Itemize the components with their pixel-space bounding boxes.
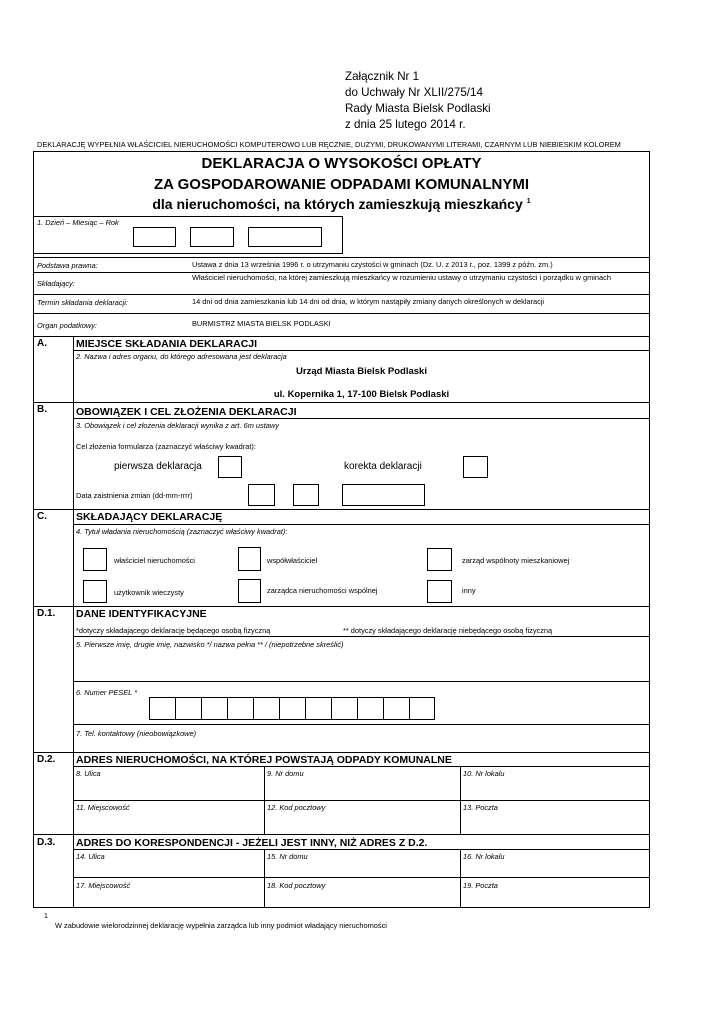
annex-number: Załącznik Nr 1 [345,70,420,83]
correction-checkbox[interactable] [463,456,488,478]
first-declaration-label: pierwsza deklaracja [114,461,202,472]
d3-post-office-label[interactable]: 19. Poczta [463,881,498,890]
section-b-letter: B. [37,404,47,415]
co-owner-label: współwłaściciel [267,556,318,565]
d2-postal-code-label[interactable]: 12. Kod pocztowy [267,803,326,812]
d2-post-office-label[interactable]: 13. Poczta [463,803,498,812]
community-board-checkbox[interactable] [427,548,452,571]
footnote-ref: 1 [526,198,531,206]
natural-person-note: *dotyczy składającego deklarację będącego osobą fizyczną [76,626,271,635]
section-d3-title: ADRES DO KORESPONDENCJI - JEŻELI JEST INNY, NIŻ ADRES Z D.2. [76,837,428,849]
d3-town-label[interactable]: 17. Miejscowość [76,881,131,890]
submitter-label: Składający: [37,279,75,288]
section-a-letter: A. [37,338,47,349]
d2-street-label[interactable]: 8. Ulica [76,769,101,778]
legal-basis-label: Podstawa prawna: [37,261,98,270]
deadline-value: 14 dni od dnia zamieszkania lub 14 dni od dnia, w którym nastąpiły zmiany danych określonych w deklaracji [192,297,545,306]
section-c-letter: C. [37,511,47,522]
other-label: inny [462,586,476,595]
tax-authority-value: BURMISTRZ MIASTA BIELSK PODLASKI [192,319,331,328]
name-field-label: 5. Pierwsze imię, drugie imię, nazwisko */ nazwa pełna ** / (niepotrzebne skreślić) [76,640,344,649]
form-title-line1: DEKLARACJA O WYSOKOŚCI OPŁATY [201,155,482,172]
obligation-field-label: 3. Obowiązek i cel złożenia deklaracji wynika z art. 6m ustawy [76,421,279,430]
other-checkbox[interactable] [427,580,452,603]
month-input[interactable] [190,227,234,247]
section-b-title: OBOWIĄZEK I CEL ZŁOŻENIA DEKLARACJI [76,406,297,418]
form-title-line2: ZA GOSPODAROWANIE ODPADAMI KOMUNALNYMI [154,176,529,193]
day-input[interactable] [133,227,176,247]
footnote-mark: 1 [44,913,48,920]
council-name: Rady Miasta Bielsk Podlaski [345,102,491,115]
d3-postal-code-label[interactable]: 18. Kod pocztowy [267,881,326,890]
correction-label: korekta deklaracji [344,461,422,472]
pesel-field-label: 6. Numer PESEL * [76,688,138,697]
name-input[interactable] [74,650,649,680]
section-c-title: SKŁADAJĄCY DEKLARACJĘ [76,511,223,523]
change-date-label: Data zaistnienia zmian (dd-mm-rrrr) [76,491,193,500]
purpose-label: Cel złożenia formularza (zaznaczyć właściwy kwadrat): [76,442,256,451]
co-owner-checkbox[interactable] [238,547,261,571]
section-d2-title: ADRES NIERUCHOMOŚCI, NA KTÓREJ POWSTAJĄ ODPADY KOMUNALNE [76,754,452,766]
year-input[interactable] [248,227,322,247]
section-d1-letter: D.1. [37,608,56,619]
resolution-number: do Uchwały Nr XLII/275/14 [345,86,483,99]
d2-flat-no-label[interactable]: 10. Nr lokalu [463,769,505,778]
community-board-label: zarząd wspólnoty mieszkaniowej [462,556,570,565]
phone-input[interactable] [74,738,649,751]
tax-authority-label: Organ podatkowy: [37,321,97,330]
organ-name: Urząd Miasta Bielsk Podlaski [296,366,427,377]
deadline-label: Termin składania deklaracji: [37,298,128,307]
change-day-input[interactable] [248,484,275,506]
form-title-line3: dla nieruchomości, na których zamieszkują mieszkańcy $^1$ [152,196,531,212]
submitter-value: Właściciel nieruchomości, na której zamieszkują mieszkańcy w rozumieniu ustawy o utrzymaniu czystości i porządku w gminach [192,273,611,282]
phone-field-label: 7. Tel. kontaktowy (nieobowiązkowe) [76,729,197,738]
ownership-field-label: 4. Tytuł władania nieruchomością (zaznaczyć właściwy kwadrat): [76,527,288,536]
resolution-date: z dnia 25 lutego 2014 r. [345,118,466,131]
section-d2-letter: D.2. [37,754,56,765]
legal-basis-value: Ustawa z dnia 13 września 1996 r. o utrzymaniu czystości w gminach (Dz. U. z 2013 r., poz. 1399 z późn. zm.) [192,260,553,269]
section-a-title: MIEJSCE SKŁADANIA DEKLARACJI [76,338,258,350]
legal-person-note: ** dotyczy składającego deklarację niebędącego osobą fizyczną [343,626,553,635]
owner-checkbox[interactable] [83,548,107,571]
organ-address: ul. Kopernika 1, 17-100 Bielsk Podlaski [273,389,450,400]
fill-instruction: DEKLARACJĘ WYPEŁNIA WŁAŚCICIEL NIERUCHOMOŚCI KOMPUTEROWO LUB RĘCZNIE, DUŻYMI, DRUKOWANYMI LITERAMI, CZARNYM LUB NIEBIESKIM KOLOREM [37,140,621,149]
change-year-input[interactable] [342,484,425,506]
date-field-label: 1. Dzień – Miesiąc – Rok [37,218,119,227]
d3-street-label[interactable]: 14. Ulica [76,852,105,861]
d2-house-no-label[interactable]: 9. Nr domu [267,769,304,778]
manager-checkbox[interactable] [238,579,261,603]
d3-flat-no-label[interactable]: 16. Nr lokalu [463,852,505,861]
d2-town-label[interactable]: 11. Miejscowość [76,803,130,812]
footnote-text: W zabudowie wielorodzinnej deklarację wypełnia zarządca lub inny podmiot władający nieruchomości [55,921,387,930]
pesel-input[interactable] [149,697,435,720]
manager-label: zarządca nieruchomości wspólnej [267,586,378,595]
change-month-input[interactable] [293,484,319,506]
organ-field-label: 2. Nazwa i adres organu, do którego adresowana jest deklaracja [76,352,287,361]
perpetual-user-label: użytkownik wieczysty [114,588,184,597]
d3-house-no-label[interactable]: 15. Nr domu [267,852,308,861]
owner-label: właściciel nieruchomości [114,556,195,565]
first-declaration-checkbox[interactable] [218,456,242,478]
section-d1-title: DANE IDENTYFIKACYJNE [76,608,207,620]
section-d3-letter: D.3. [37,837,56,848]
perpetual-user-checkbox[interactable] [83,580,107,603]
